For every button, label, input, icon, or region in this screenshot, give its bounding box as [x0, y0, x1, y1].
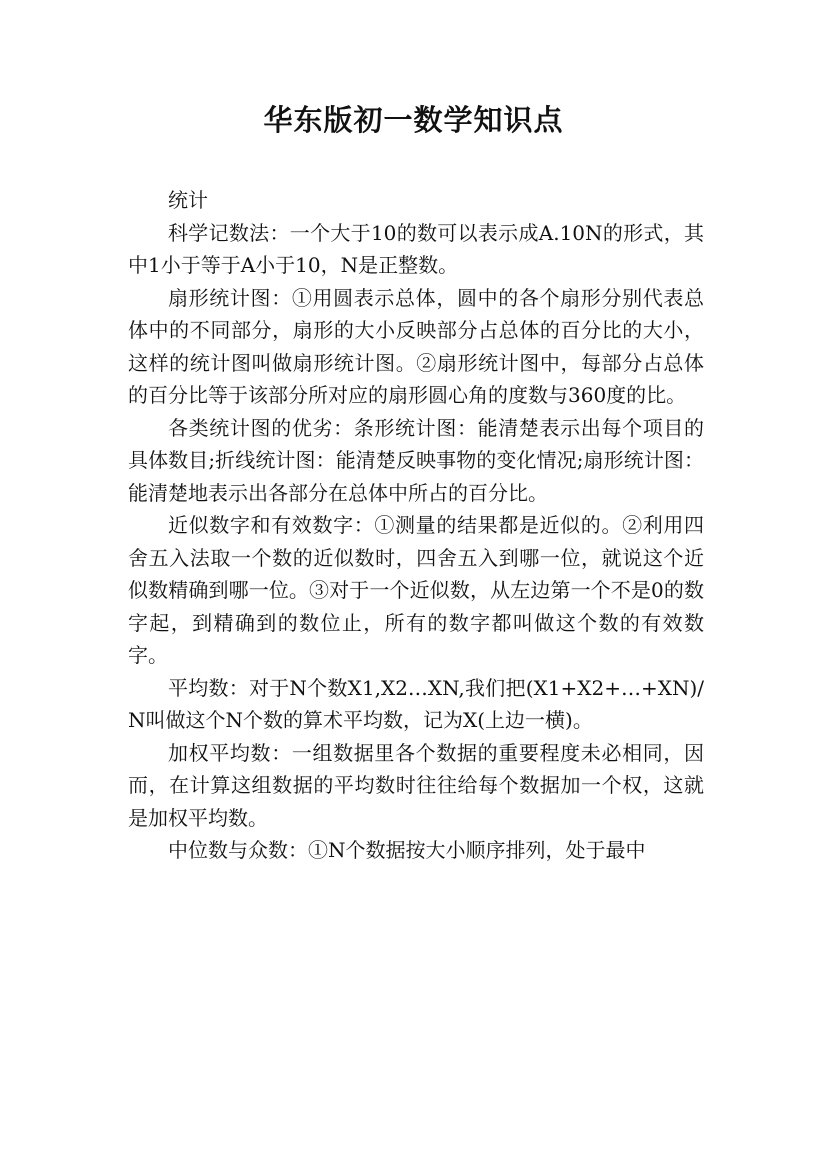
paragraph-approximate-numbers: 近似数字和有效数字：①测量的结果都是近似的。②利用四舍五入法取一个数的近似数时，四舍五入到哪一位，就说这个近似数精确到哪一位。③对于一个近似数，从左边第一个不是0的数字起，到精确到的数位止，所有的数字都叫做这个数的有效数字。	[128, 513, 704, 667]
paragraph-median-mode: 中位数与众数：①N个数据按大小顺序排列，处于最中	[168, 838, 646, 862]
paragraph-chart-comparison: 各类统计图的优劣：条形统计图：能清楚表示出每个项目的具体数目;折线统计图：能清楚反映事物的变化情况;扇形统计图：能清楚地表示出各部分在总体中所占的百分比。	[128, 415, 704, 505]
paragraph-scientific-notation: 科学记数法：一个大于10的数可以表示成A.10N的形式，其中1小于等于A小于10，N是正整数。	[128, 220, 704, 277]
paragraph-weighted-mean: 加权平均数：一组数据里各个数据的重要程度未必相同，因而，在计算这组数据的平均数时往往给每个数据加一个权，这就是加权平均数。	[128, 740, 704, 830]
document-body	[128, 184, 704, 867]
document-title: 华东版初一数学知识点	[263, 103, 564, 137]
paragraph-section-heading: 统计	[168, 188, 208, 212]
paragraph-pie-chart: 扇形统计图：①用圆表示总体，圆中的各个扇形分别代表总体中的不同部分，扇形的大小反映部分占总体的百分比的大小，这样的统计图叫做扇形统计图。②扇形统计图中，每部分占总体的百分比等于该部分所对应的扇形圆心角的度数与360度的比。	[128, 285, 704, 407]
paragraph-mean: 平均数：对于N个数X1,X2…XN,我们把(X1+X2+…+XN)/N叫做这个N个数的算术平均数，记为X(上边一横)。	[128, 675, 704, 732]
